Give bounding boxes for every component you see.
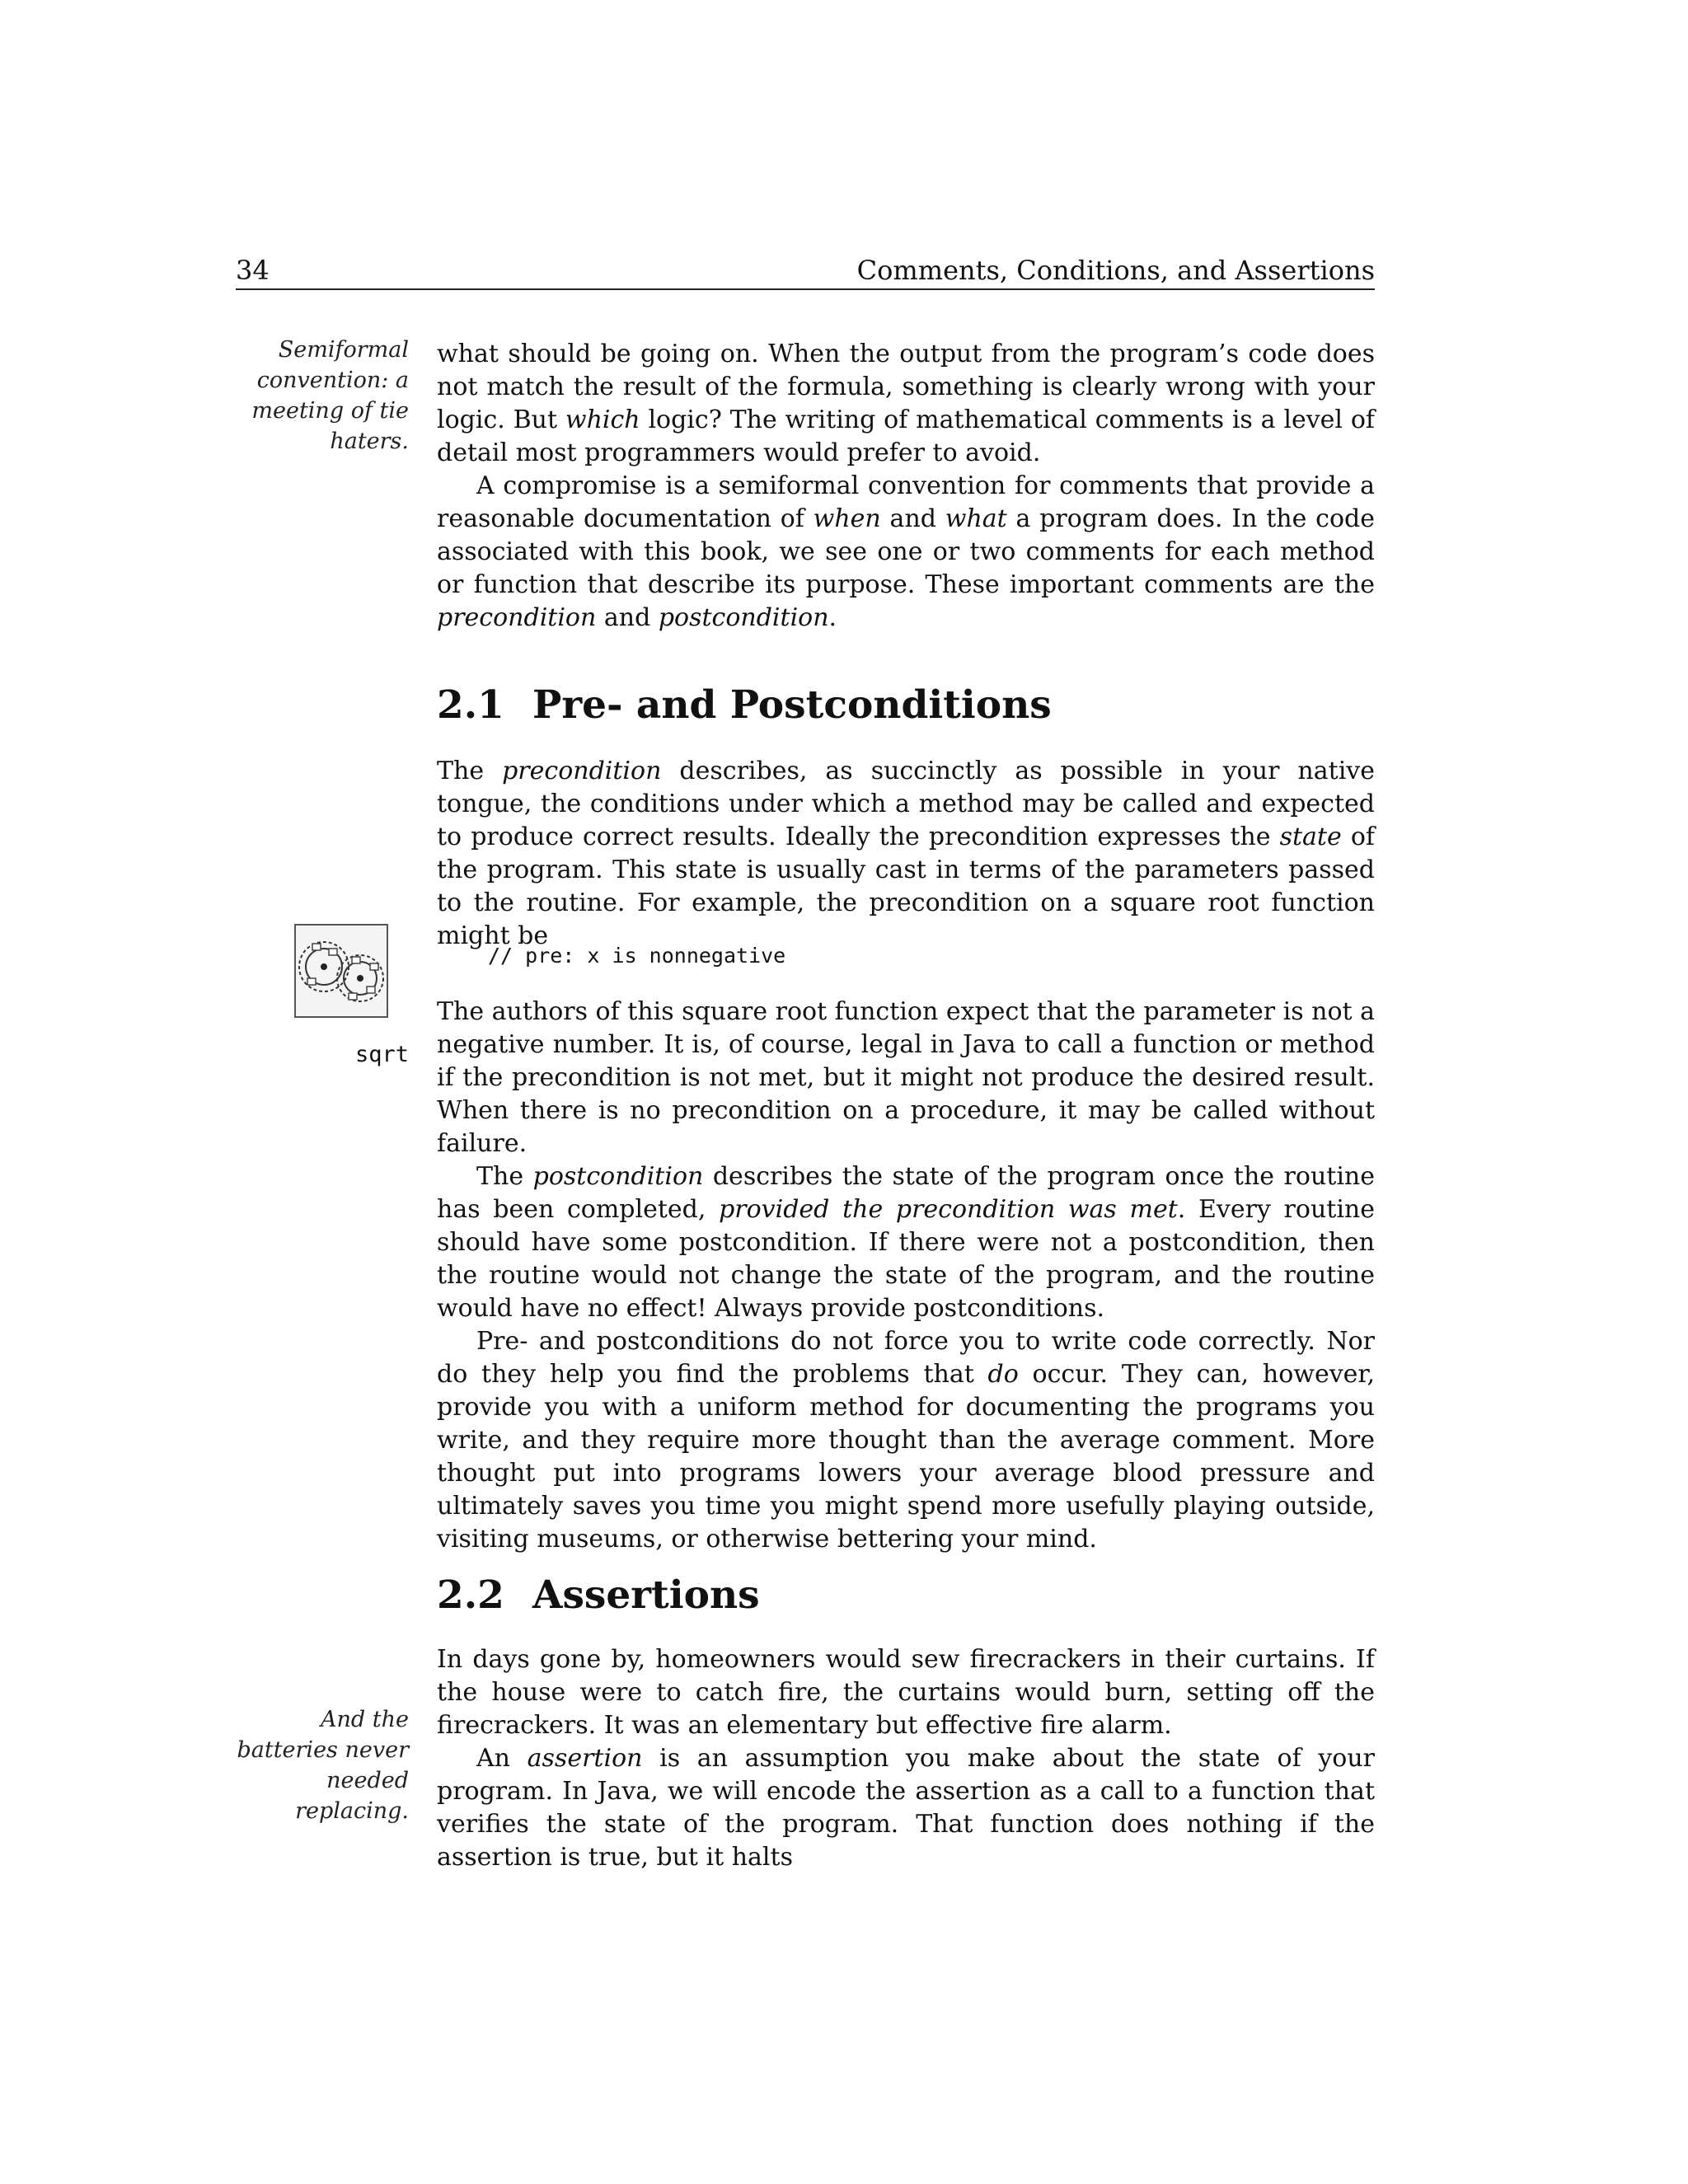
emphasis: precondition [502,757,662,785]
section-title: Assertions [532,1572,760,1618]
text-run: The [437,757,503,785]
text-run: describes, as succinctly as possible in your native tongue, the conditions under which a method may be called and expected to produce correct results. Ideally the precondition expresses the [437,757,1375,851]
header-rule [236,288,1375,290]
section-number: 2.2 [437,1572,504,1618]
text-run: describes the state of the program once the routine has been completed, [437,1162,1375,1224]
emphasis: when [813,504,881,533]
intro-paragraph-2 [437,470,1375,635]
section-heading-2-1 [437,682,1052,729]
text-run: A compromise is a semiformal convention for comments that provide a reasonable documentation of [437,471,1375,533]
text-run: of the program. This state is usually cast in terms of the parameters passed to the routine. For example, the precondition on a square root function might be [437,823,1375,950]
section-title: Pre- and Postconditions [532,682,1052,728]
section-number: 2.1 [437,682,504,728]
text-run: occur. They can, however, provide you with a uniform method for documenting the programs you write, and they require more thought than the average comment. More thought put into programs lowers your average blood pressure and ultimately saves you time you might spend more usefully playing outside, visiting museums, or otherwise bettering your mind. [437,1360,1376,1554]
margin-note-batteries: And the batteries never needed replacing. [237,1707,409,1824]
emphasis: what [945,504,1007,533]
emphasis: assertion [527,1744,643,1773]
section-2-1-body [437,996,1375,1556]
margin-icon-label: sqrt [354,1042,409,1067]
emphasis: which [565,405,640,434]
emphasis: state [1279,823,1342,851]
text-run: is an assumption you make about the state of your program. In Java, we will encode the assertion as a call to a function that verifies the state of the program. That function does nothing if the assertion is true, but it halts [437,1744,1375,1872]
gears-icon [294,924,388,1018]
text-run: An [476,1744,528,1773]
sqrt-paragraph: The authors of this square root function expect that the parameter is not a negative number. It is, of course, legal in Java to call a function or method if the precondition is not met, but it might not produce the desired result. When there is no precondition on a procedure, it may be called without failure. [437,997,1375,1158]
section-2-2-body [437,1643,1375,1874]
intro-block [437,338,1375,635]
text-run: . [828,603,837,632]
firecracker-paragraph: In days gone by, homeowners would sew firecrackers in their curtains. If the house were to catch fire, the curtains would burn, setting off the firecrackers. It was an elementary but effective fire alarm. [437,1645,1375,1740]
precondition-paragraph [437,755,1375,953]
running-title: Comments, Conditions, and Assertions [856,255,1375,286]
emphasis: postcondition [532,1162,704,1191]
section-heading-2-2 [437,1572,760,1619]
intro-paragraph-1 [437,338,1375,470]
text-run: Pre- and postconditions do not force you to write code correctly. Nor do they help you find the problems that [437,1327,1375,1389]
pre-post-paragraph [437,1325,1375,1556]
assertion-paragraph [437,1742,1375,1874]
emphasis: do [987,1360,1019,1389]
text-run: and [880,504,945,533]
emphasis: postcondition [658,603,829,632]
postcondition-paragraph [437,1160,1375,1325]
gears-icon-graphic [294,924,388,1018]
text-run: what should be going on. When the output from the program’s code does not match the result of the formula, something is clearly wrong with your logic. But [437,340,1375,434]
emphasis: precondition [437,603,597,632]
section-2-1-intro [437,755,1375,953]
text-run: and [596,603,659,632]
margin-note-semiformal: Semiformal convention: a meeting of tie haters. [251,337,409,454]
text-run: logic? The writing of mathematical comments is a level of detail most programmers would prefer to avoid. [437,405,1375,467]
emphasis: provided the precondition was met [719,1195,1178,1224]
text-run: a program does. In the code associated with this book, we see one or two comments for each method or function that describe its purpose. These important comments are the [437,504,1376,599]
text-run: . Every routine should have some postcondition. If there were not a postcondition, then the routine would not change the state of the program, and the routine would have no effect! Always provide postconditions. [437,1195,1375,1323]
text-run: The [476,1162,533,1191]
code-precondition: // pre: x is nonnegative [488,944,786,968]
page-number: 34 [236,255,270,286]
